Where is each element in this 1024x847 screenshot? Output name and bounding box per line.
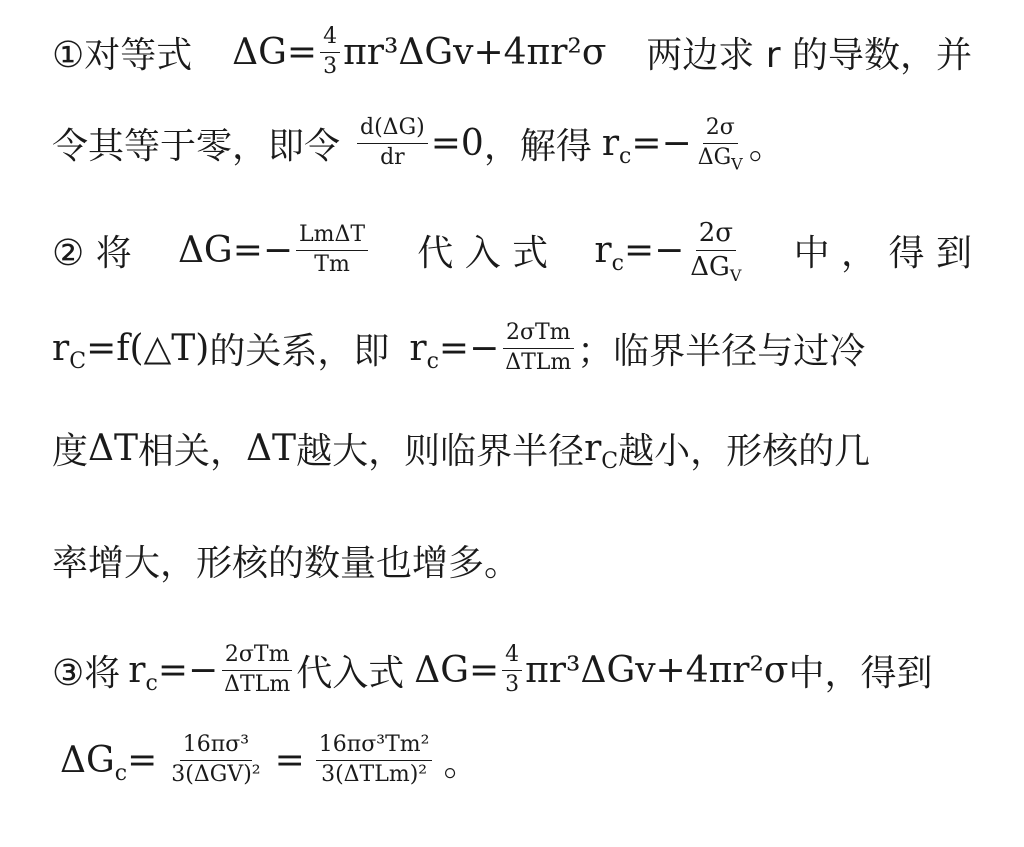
rc-symbol: $r_c$ (594, 229, 624, 276)
text-c: 越大，则临界半径 (296, 430, 585, 472)
paragraph-2-line-2 (52, 310, 972, 386)
formula-dg: ΔG=− (177, 229, 294, 271)
line4-text: 的关系，即 (209, 330, 390, 372)
derivative-fraction (357, 116, 428, 169)
frac-denominator: ΔTLm (224, 671, 291, 697)
paragraph-3-line-2 (60, 722, 972, 798)
fraction-4-3 (502, 643, 522, 696)
function-relation: =f(△T) (86, 327, 210, 369)
frac-numerator: 2σ (703, 116, 738, 143)
rc-dt-fraction (221, 643, 293, 696)
paragraph-2-line-4 (52, 530, 972, 590)
frac-denominator: $\Delta G_V$ (697, 144, 743, 173)
rc-fraction (687, 217, 744, 285)
frac-denominator: Tm (314, 251, 350, 277)
frac-numerator: 4 (502, 643, 522, 670)
equals-zero: =0 (430, 122, 484, 164)
frac-numerator: 2σTm (503, 321, 574, 348)
dgc-fraction-1 (168, 733, 263, 786)
paragraph-1-line-1 (52, 22, 972, 82)
frac-numerator: 16πσ³ (180, 733, 252, 760)
step-1-prefix: ①对等式 (52, 34, 193, 76)
line3-mid: 代 入 式 (417, 232, 549, 274)
line8-end: 。 (443, 742, 480, 784)
frac-denominator: dr (380, 144, 405, 170)
formula-dg: ΔG= (232, 31, 318, 73)
text-b: 相关， (138, 430, 247, 472)
line2-end: 。 (748, 125, 785, 167)
frac-numerator: LmΔT (296, 223, 368, 250)
rc-symbol: $r_C$ (52, 327, 87, 374)
step-2-prefix: ② 将 (52, 232, 132, 274)
equals-2: = (274, 739, 305, 781)
dgc-symbol: $\Delta G_c$ (60, 739, 128, 786)
line7-end: 中，得到 (788, 652, 933, 694)
line6-text: 率增大，形核的数量也增多。 (52, 542, 521, 584)
line2-mid: ，解得 (483, 125, 592, 167)
dgc-fraction-2 (316, 733, 433, 786)
formula-dg: ΔG= (414, 649, 500, 691)
formula-tail: πr³ΔGv+4πr²σ (525, 649, 789, 691)
text-a: 度 (52, 430, 89, 472)
frac-denominator: 3(ΔTLm)² (321, 761, 428, 787)
paragraph-1-line-2 (52, 108, 972, 178)
rc-symbol: $r_C$ (584, 427, 619, 474)
frac-numerator: 2σTm (222, 643, 293, 670)
line3-end: 中 ， 得 到 (793, 232, 972, 274)
lm-fraction (296, 223, 368, 276)
fraction-4-3 (320, 25, 340, 78)
frac-denominator: 3 (323, 53, 338, 79)
rc-dt-fraction (502, 321, 574, 374)
frac-numerator: 16πσ³Tm² (316, 733, 433, 760)
paragraph-3-line-1 (52, 632, 972, 708)
dg-formula (178, 223, 371, 276)
formula-tail: πr³ΔGv+4πr²σ (343, 31, 607, 73)
line2-prefix: 令其等于零，即令 (52, 125, 341, 167)
frac-denominator: $\Delta G_V$ (690, 251, 742, 285)
equals-minus: =− (631, 122, 692, 164)
step-3-prefix: ③将 (52, 652, 121, 694)
frac-numerator: 2σ (696, 219, 736, 251)
paragraph-2-line-3 (52, 418, 972, 478)
paragraph-2-line-1 (52, 212, 972, 288)
delta-t: ΔT (88, 427, 139, 469)
equals-minus: =− (438, 327, 500, 369)
equals: = (127, 739, 158, 781)
rc-symbol: $r_c$ (601, 122, 632, 169)
gibbs-formula-1 (232, 25, 606, 78)
frac-numerator: d(ΔG) (357, 116, 428, 143)
equals-minus: =− (623, 229, 685, 271)
frac-numerator: 4 (320, 25, 340, 52)
frac-denominator: ΔTLm (505, 349, 572, 375)
text-d: 越小，形核的几 (618, 430, 871, 472)
delta-t-2: ΔT (246, 427, 297, 469)
rc-fraction (695, 115, 746, 173)
line7-mid: 代入式 (296, 652, 405, 694)
equals-minus: =− (157, 649, 219, 691)
rc-formula (594, 217, 747, 285)
step-1-suffix: 两边求 r 的导数，并 (646, 34, 972, 76)
rc-symbol-2: $r_c$ (409, 327, 439, 374)
line4-tail: ；临界半径与过冷 (577, 330, 866, 372)
frac-denominator: 3 (505, 671, 520, 697)
rc-symbol: $r_c$ (128, 649, 158, 696)
frac-denominator: 3(ΔGV)² (171, 761, 261, 787)
